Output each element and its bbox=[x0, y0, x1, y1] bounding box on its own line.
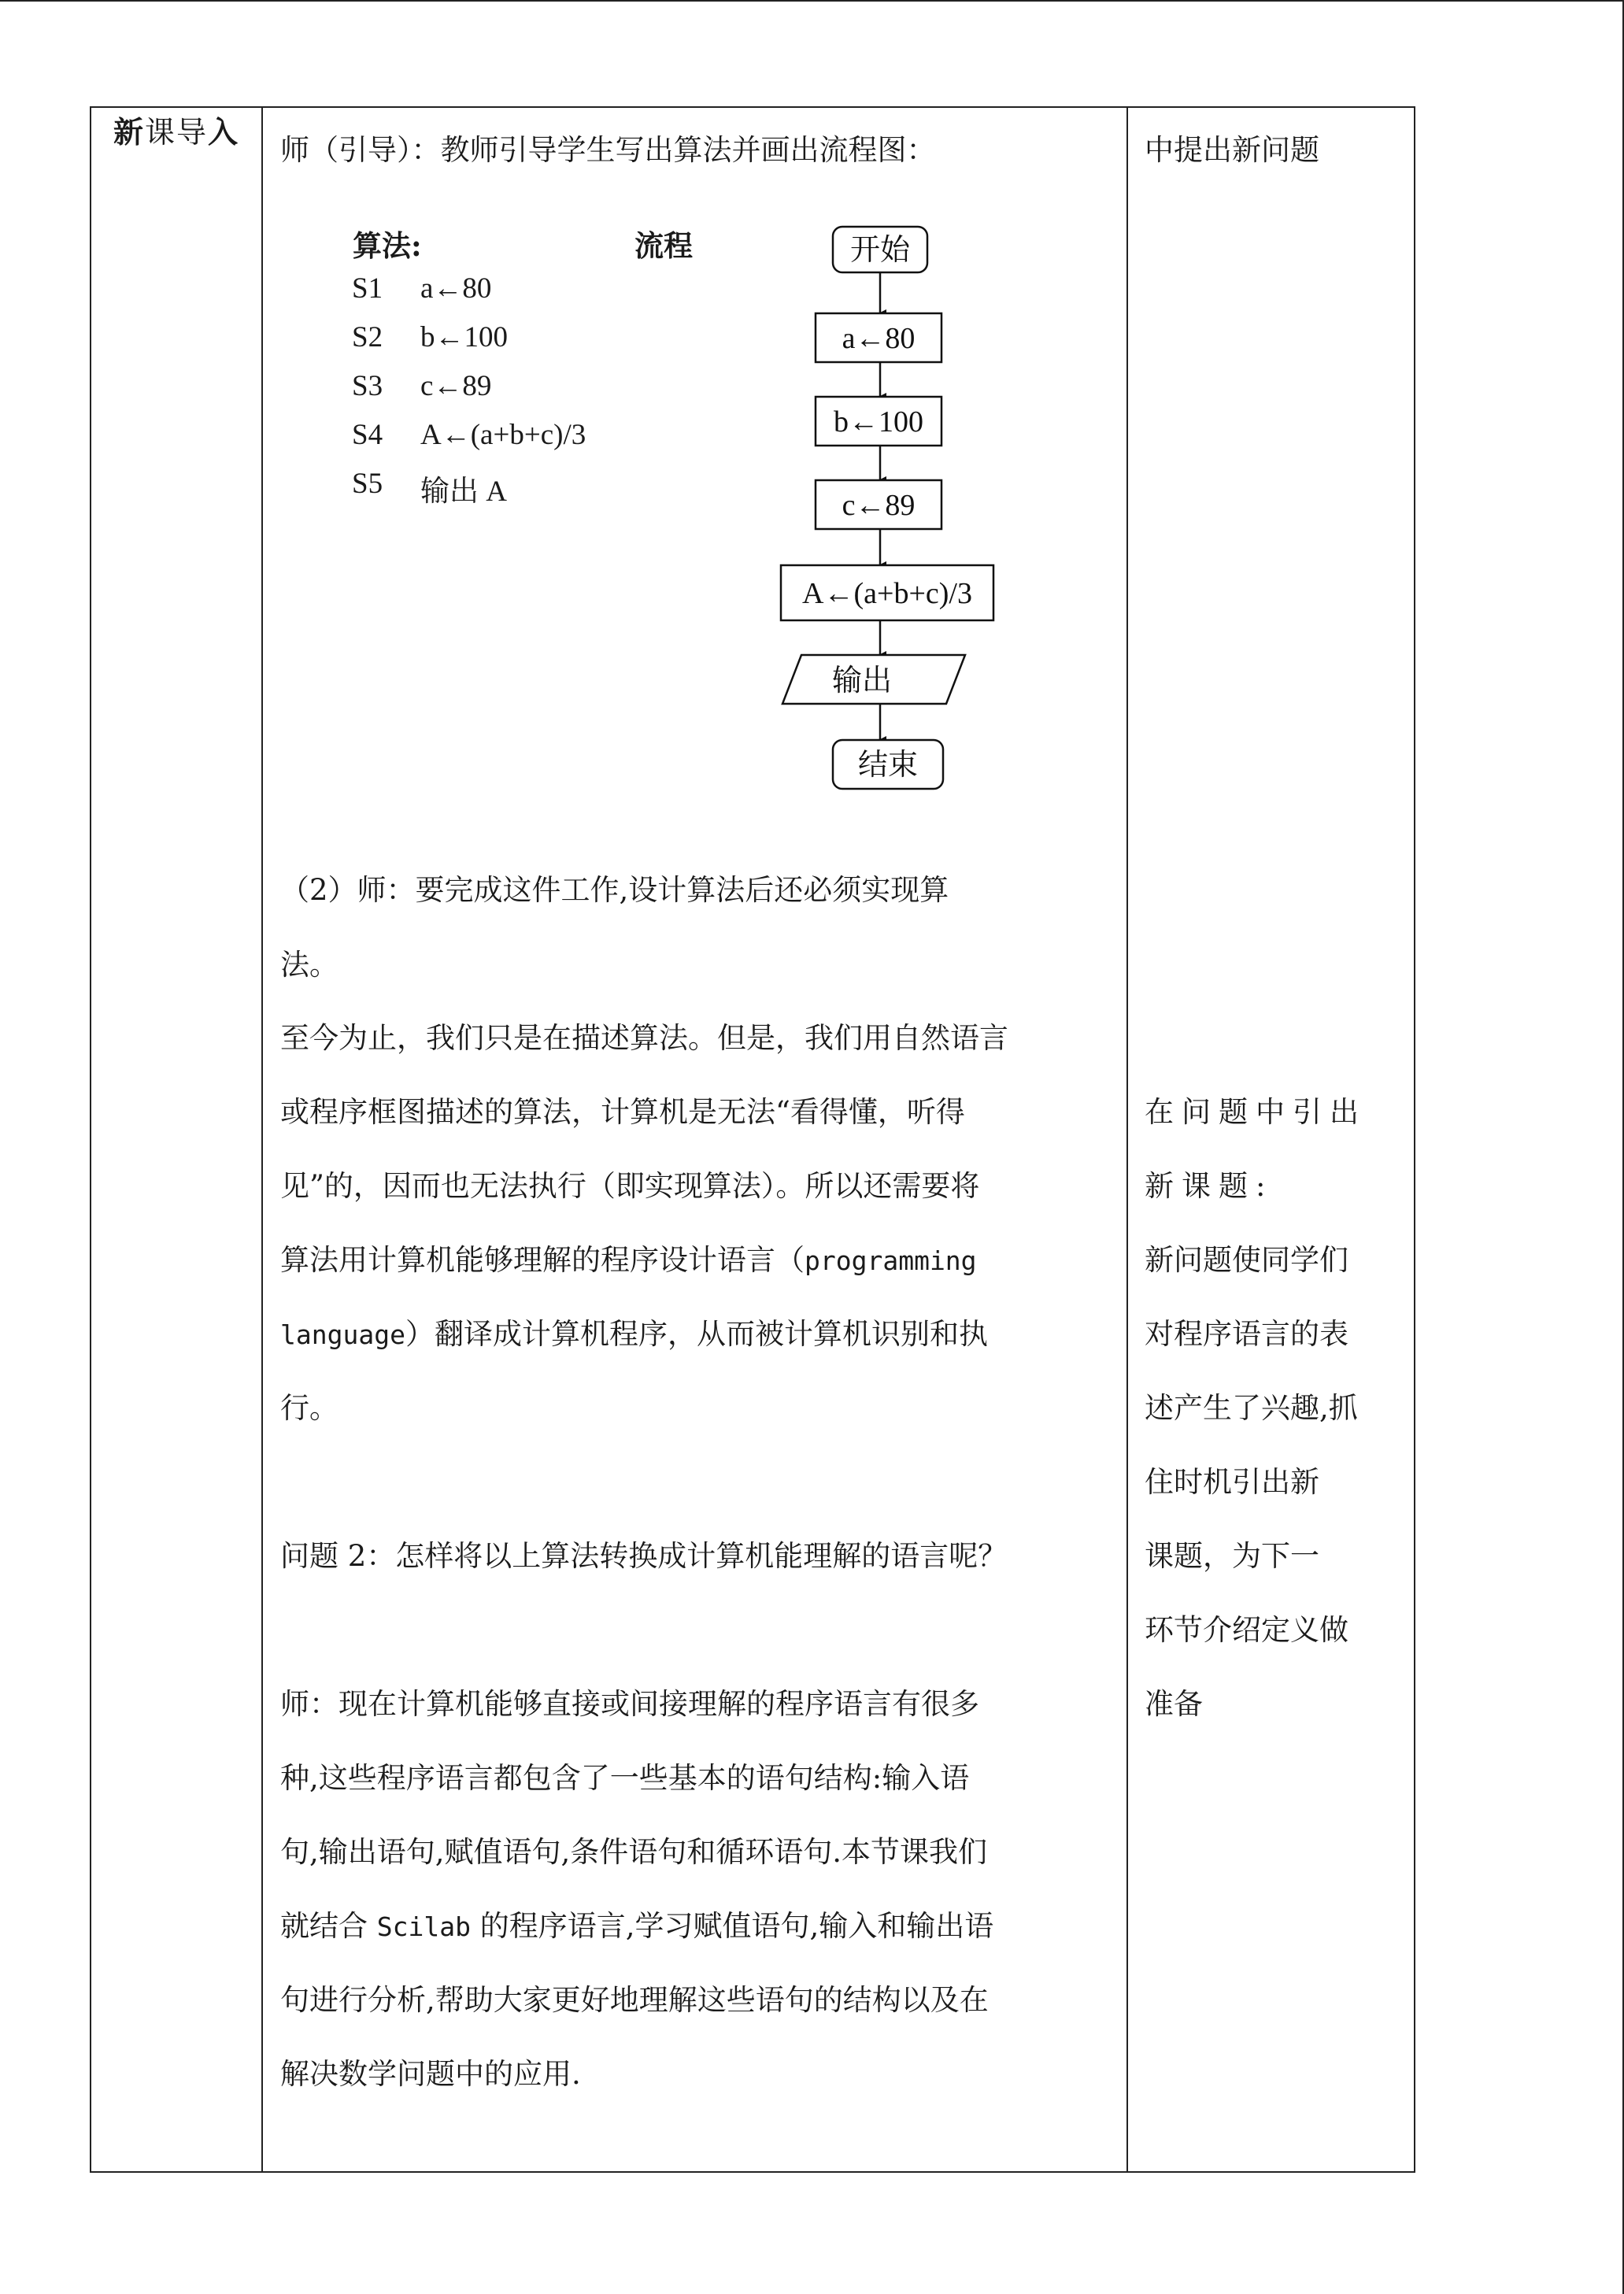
teacher-paragraph-line: 解决数学问题中的应用. bbox=[280, 2057, 581, 2091]
note-line: 住时机引出新 bbox=[1145, 1465, 1319, 1499]
note-line: 新问题使同学们 bbox=[1145, 1243, 1348, 1277]
flow-end-label: 结束 bbox=[857, 749, 919, 782]
flow-process-label: a←80 bbox=[842, 322, 916, 355]
section-label: 新课导入 bbox=[113, 114, 240, 150]
note-line: 对程序语言的表 bbox=[1145, 1317, 1348, 1351]
paragraph-3-line: 算法用计算机能够理解的程序设计语言（programming bbox=[280, 1243, 977, 1277]
note-line: 课题，为下一 bbox=[1145, 1539, 1319, 1573]
flowchart-title: 流程 bbox=[634, 228, 693, 263]
question-2: 问题 2：怎样将以上算法转换成计算机能理解的语言呢？ bbox=[280, 1539, 1008, 1573]
flow-output-label: 输出 bbox=[831, 664, 893, 697]
intro-line: 师（引导）：教师引导学生写出算法并画出流程图： bbox=[280, 133, 936, 167]
section-label-cell bbox=[91, 107, 262, 2172]
paragraph-2-line: 法。 bbox=[280, 948, 338, 982]
step-text: a←80 bbox=[420, 272, 492, 305]
note-line: 述产生了兴趣,抓 bbox=[1145, 1391, 1358, 1425]
step-text: b←100 bbox=[420, 321, 508, 353]
note-line: 环节介绍定义做 bbox=[1145, 1613, 1348, 1647]
flow-start-label: 开始 bbox=[849, 234, 911, 267]
step-text: c←89 bbox=[420, 370, 492, 402]
note-line: 新课题: bbox=[1145, 1169, 1274, 1203]
paragraph-2-line: （2）师：要完成这件工作,设计算法后还必须实现算 bbox=[280, 873, 949, 907]
step-id: S4 bbox=[352, 419, 383, 451]
paragraph-3-line: 行。 bbox=[280, 1391, 338, 1425]
paragraph-3-line: 见”的，因而也无法执行（即实现算法）。所以还需要将 bbox=[280, 1169, 980, 1203]
step-id: S5 bbox=[352, 468, 383, 500]
teacher-paragraph-line: 种,这些程序语言都包含了一些基本的语句结构:输入语 bbox=[280, 1761, 970, 1795]
page-border-top bbox=[0, 0, 1624, 2]
step-text: A←(a+b+c)/3 bbox=[420, 419, 586, 451]
note-line: 准备 bbox=[1145, 1687, 1203, 1721]
teacher-paragraph-line: 句进行分析,帮助大家更好地理解这些语句的结构以及在 bbox=[280, 1983, 989, 2017]
algorithm-title: 算法: bbox=[353, 228, 422, 263]
teacher-paragraph-line: 句,输出语句,赋值语句,条件语句和循环语句.本节课我们 bbox=[280, 1835, 988, 1869]
paragraph-3-line: language）翻译成计算机程序，从而被计算机识别和执 bbox=[280, 1317, 988, 1351]
note-top: 中提出新问题 bbox=[1145, 133, 1319, 167]
step-id: S2 bbox=[352, 321, 383, 353]
teacher-paragraph-line: 师：现在计算机能够直接或间接理解的程序语言有很多 bbox=[280, 1687, 979, 1721]
paragraph-3-line: 至今为止，我们只是在描述算法。但是，我们用自然语言 bbox=[280, 1021, 1008, 1055]
flow-process-label: b←100 bbox=[834, 405, 923, 438]
flowchart bbox=[771, 220, 1015, 795]
step-id: S3 bbox=[352, 370, 383, 402]
step-id: S1 bbox=[352, 272, 383, 305]
flow-process-label: c←89 bbox=[842, 489, 916, 522]
step-text: 输出 A bbox=[420, 475, 507, 508]
notes-cell bbox=[1127, 107, 1415, 2172]
teacher-paragraph-line: 就结合 Scilab 的程序语言,学习赋值语句,输入和输出语 bbox=[280, 1909, 994, 1943]
flow-process-label: A←(a+b+c)/3 bbox=[802, 577, 972, 610]
paragraph-3-line: 或程序框图描述的算法，计算机是无法“看得懂，听得 bbox=[280, 1095, 965, 1129]
note-line: 在问题中引出 bbox=[1145, 1095, 1367, 1129]
